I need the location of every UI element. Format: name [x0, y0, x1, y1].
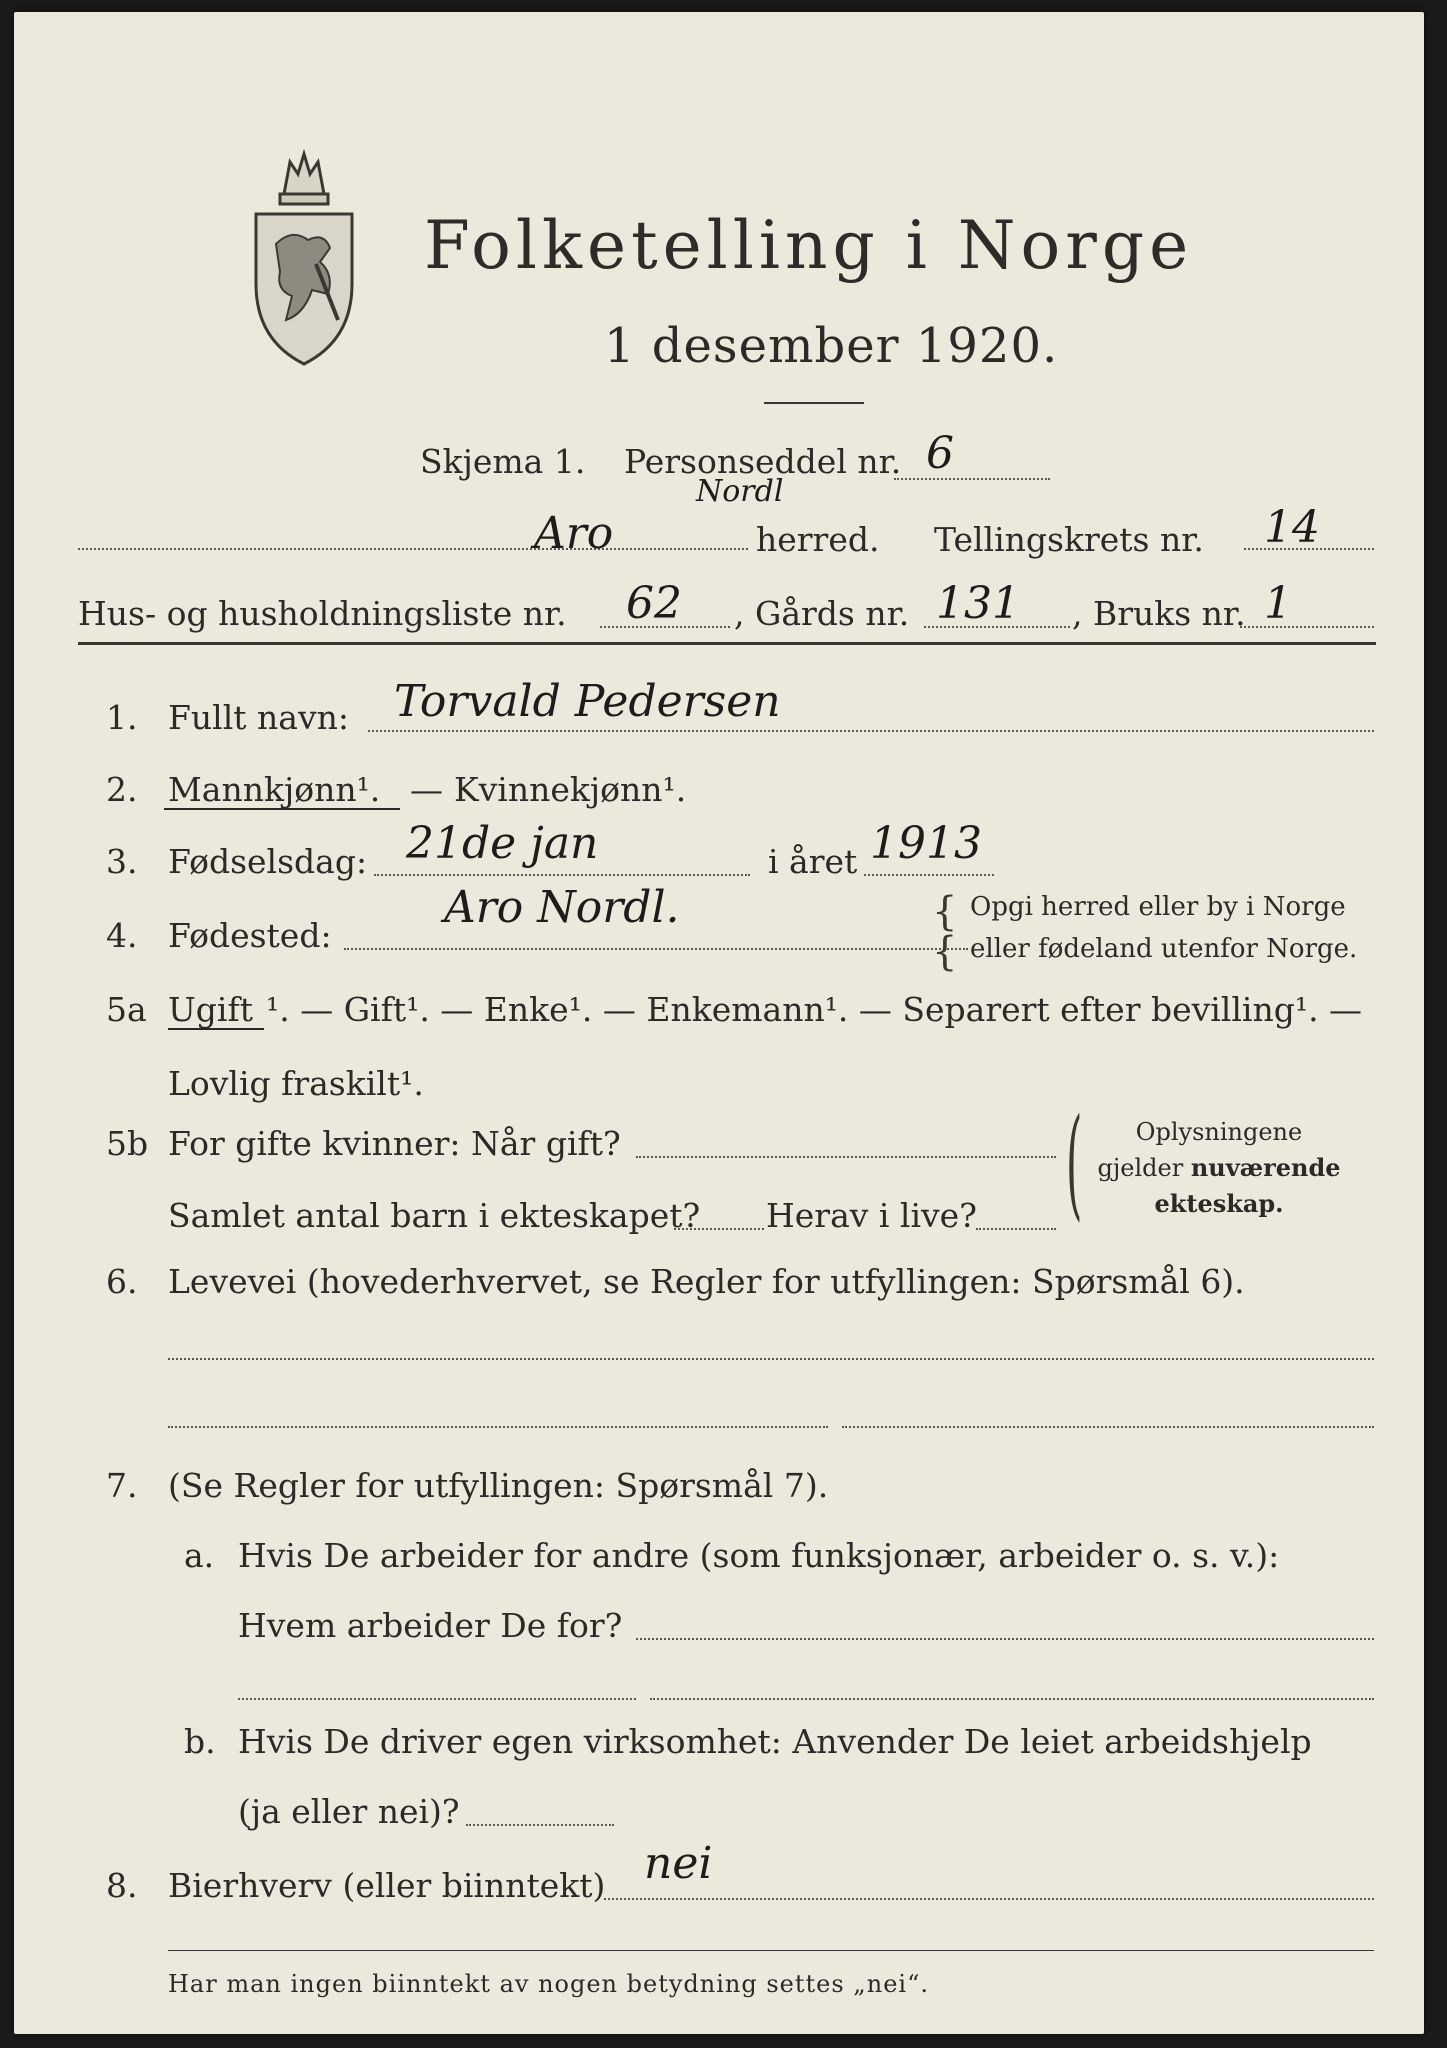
q7a-field-2a [238, 1698, 636, 1700]
q5b-married-field [636, 1156, 1056, 1158]
bruks-field [1240, 626, 1374, 628]
q4-note2: eller fødeland utenfor Norge. [970, 934, 1358, 964]
form-date: 1 desember 1920. [604, 318, 1059, 374]
personseddel-value: 6 [926, 428, 954, 479]
q2-number: 2. [106, 770, 138, 809]
q8-value: nei [644, 1838, 713, 1889]
q7b-question: (ja eller nei)? [238, 1792, 460, 1831]
herred-annotation: Nordl [696, 474, 784, 509]
q3-year-label: i året [768, 842, 858, 881]
hus-value: 62 [626, 578, 682, 629]
herred-label: herred. [756, 520, 880, 559]
q6-label: Levevei (hovederhvervet, se Regler for utfyllingen: Spørsmål 6). [168, 1262, 1245, 1301]
personseddel-label: Personseddel nr. [624, 442, 902, 481]
q7a-question: Hvem arbeider De for? [238, 1606, 623, 1645]
hus-label: Hus- og husholdningsliste nr. [78, 594, 567, 633]
q4-number: 4. [106, 916, 138, 955]
q8-label: Bierhverv (eller biinntekt) [168, 1866, 606, 1905]
q5b-note [1094, 1114, 1344, 1222]
bruks-label: , Bruks nr. [1072, 594, 1246, 633]
herred-field [78, 548, 748, 550]
q5a-options: ¹. — Gift¹. — Enke¹. — Enkemann¹. — Separert efter bevilling¹. — [266, 990, 1363, 1029]
q5a-line2: Lovlig fraskilt¹. [168, 1064, 424, 1103]
q4-brace: { { [932, 889, 958, 975]
q8-field [604, 1898, 1374, 1900]
q6-field-1 [168, 1358, 1374, 1360]
q2-separator: — [410, 770, 443, 809]
q1-number: 1. [106, 698, 138, 737]
q5b-note2b: nuværende [1190, 1153, 1341, 1182]
q3-label: Fødselsdag: [168, 842, 368, 881]
q7a-letter: a. [184, 1536, 215, 1575]
q4-label: Fødested: [168, 916, 332, 955]
q5b-label3: Herav i live? [766, 1196, 977, 1235]
q3-year-field [864, 874, 994, 876]
q5b-note2a: gjelder [1097, 1154, 1184, 1182]
q5b-left-bracket: ( [1066, 1094, 1083, 1233]
q5a-ugift-underline [168, 1028, 264, 1030]
q7a-text: Hvis De arbeider for andre (som funksjonær, arbeider o. s. v.): [238, 1536, 1280, 1575]
q7a-field-2b [650, 1698, 1374, 1700]
q7-number: 7. [106, 1466, 138, 1505]
q5b-label1: For gifte kvinner: Når gift? [168, 1124, 621, 1163]
herred-value: Aro [534, 508, 614, 559]
q4-value: Aro Nordl. [444, 882, 680, 933]
tellingskrets-value: 14 [1264, 502, 1320, 553]
q5a-number: 5a [106, 990, 147, 1029]
q6-number: 6. [106, 1262, 138, 1301]
q5b-label2: Samlet antal barn i ekteskapet? [168, 1196, 701, 1235]
q2-mann: Mannkjønn¹. [168, 770, 381, 809]
q3-number: 3. [106, 842, 138, 881]
q7-label: (Se Regler for utfyllingen: Spørsmål 7). [168, 1466, 829, 1505]
header-rule [78, 642, 1376, 645]
footer-rule [168, 1950, 1374, 1951]
form-title: Folketelling i Norge [424, 207, 1194, 284]
q2-mann-underline [164, 808, 400, 810]
q3-year-value: 1913 [870, 818, 982, 869]
tellingskrets-label: Tellingskrets nr. [934, 520, 1204, 559]
q1-label: Fullt navn: [168, 698, 349, 737]
q5b-note3: ekteskap. [1154, 1189, 1284, 1218]
q5a-ugift: Ugift [168, 990, 253, 1029]
q5b-note1: Oplysningene [1135, 1118, 1303, 1146]
census-form [14, 12, 1424, 2034]
q2-kvinne: Kvinnekjønn¹. [454, 770, 687, 809]
personseddel-field [894, 478, 1050, 480]
title-divider [764, 402, 864, 404]
q1-field [368, 730, 1374, 732]
q6-field-2a [168, 1426, 828, 1428]
q7b-field [466, 1824, 614, 1826]
q3-field [374, 874, 750, 876]
q7b-letter: b. [184, 1722, 216, 1761]
q6-field-2b [842, 1426, 1374, 1428]
bruks-value: 1 [1264, 578, 1292, 629]
q4-note1: Opgi herred eller by i Norge [970, 892, 1346, 922]
gards-value: 131 [936, 578, 1020, 629]
gards-label: , Gårds nr. [734, 594, 910, 633]
norwegian-coat-of-arms-icon [246, 144, 362, 368]
q7a-field-1 [636, 1638, 1374, 1640]
q5b-number: 5b [106, 1124, 149, 1163]
q5b-alive-field [976, 1228, 1056, 1230]
q8-number: 8. [106, 1866, 138, 1905]
q5b-children-field [674, 1228, 764, 1230]
q4-field [344, 948, 968, 950]
q1-value: Torvald Pedersen [394, 676, 781, 727]
skjema-label: Skjema 1. [420, 442, 586, 481]
q3-value: 21de jan [406, 818, 599, 869]
footer-note: Har man ingen biinntekt av nogen betydning settes „nei“. [168, 1970, 929, 1998]
q7b-text: Hvis De driver egen virksomhet: Anvender De leiet arbeidshjelp [238, 1722, 1312, 1761]
